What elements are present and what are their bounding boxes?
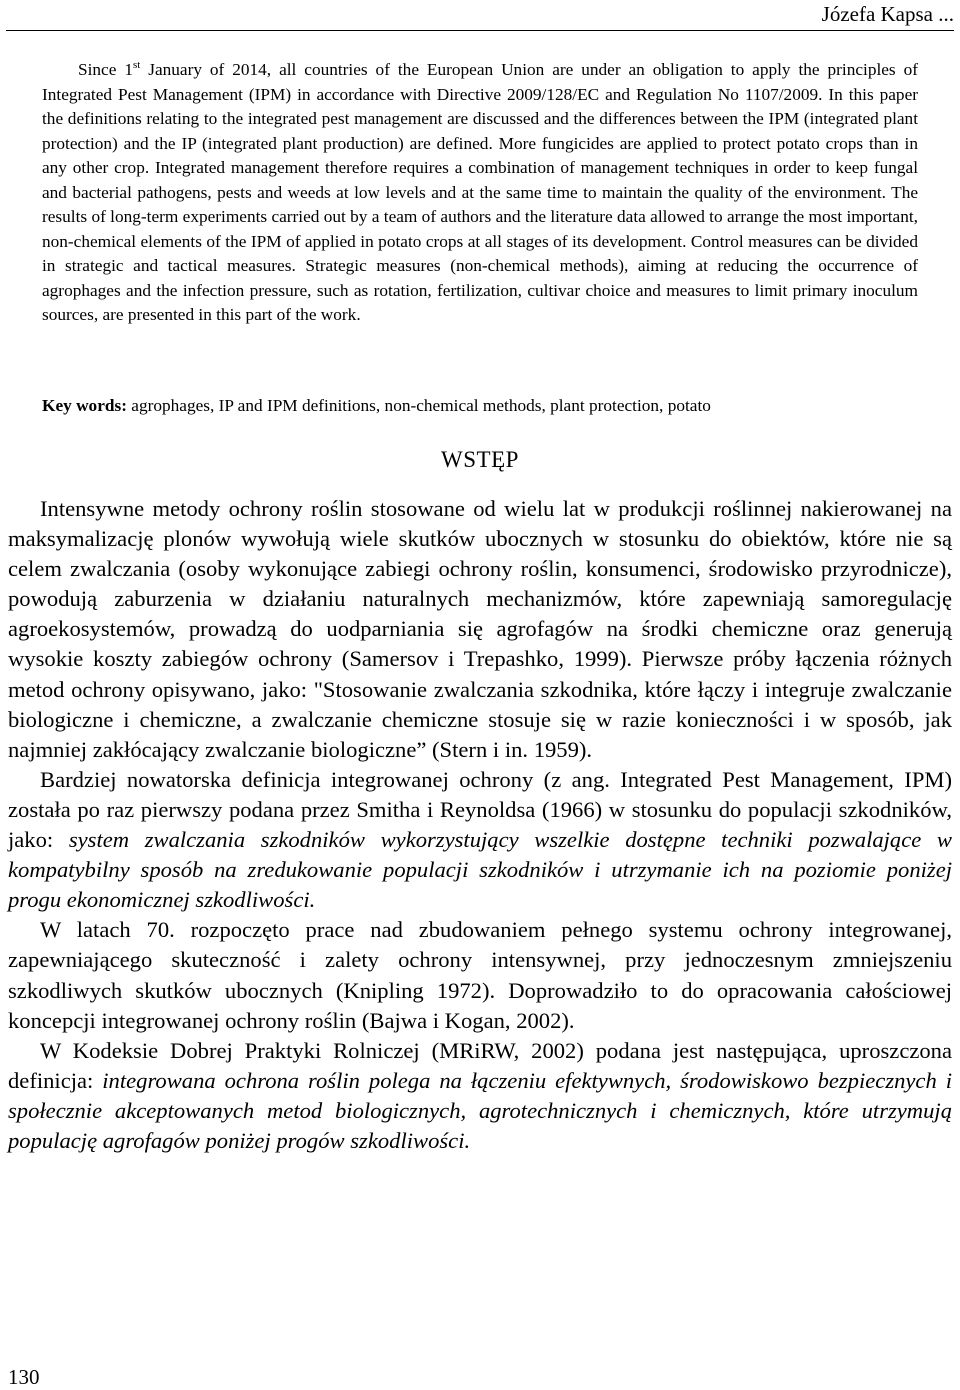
body-paragraph-4-text: W Kodeksie Dobrej Praktyki Rolniczej (MRiRW, 2002) podana jest następująca, uproszczona definicja: xyxy=(8,1037,952,1093)
running-head: Józefa Kapsa ... xyxy=(821,2,954,26)
body-paragraph-2-italic: system zwalczania szkodników wykorzystujący wszelkie dostępne techniki pozwalające w kompatybilny sposób na zredukowanie populacji szkodników i utrzymanie ich na poziomie poniżej progu ekonomicznej szkodliwości. xyxy=(8,827,952,913)
body-paragraph-4 xyxy=(8,1036,952,1156)
page-number: 130 xyxy=(8,1365,40,1389)
body-paragraph-3: W latach 70. rozpoczęto prace nad zbudowaniem pełnego systemu ochrony integrowanej, zapewniającego skuteczność i zalety ochrony intensywnej, przy jednoczesnym zmniejszeniu szkodliwych skutków ubocznych (Knipling 1972). Doprowadziło to do opracowania całościowej koncepcji integrowanej ochrony roślin (Bajwa i Kogan, 2002). xyxy=(8,917,952,1033)
keywords-text: agrophages, IP and IPM definitions, non-chemical methods, plant protection, potato xyxy=(126,396,711,415)
abstract-superscript: st xyxy=(132,59,141,72)
body-paragraph-4-italic: integrowana ochrona roślin polega na łączeniu efektywnych, środowiskowo bezpiecznych i społecznie akceptowanych metod biologicznych, agrotechnicznych i chemicznych, które utrzymują populację agrofagów poniżej progów szkodliwości. xyxy=(8,1067,952,1153)
section-title: WSTĘP xyxy=(441,447,519,472)
body-paragraph-2-text: Bardziej nowatorska definicja integrowanej ochrony (z ang. Integrated Pest Management, IPM) została po raz pierwszy podana przez Smitha i Reynoldsa (1966) w stosunku do populacji szkodników, jako: xyxy=(8,766,952,853)
keywords xyxy=(42,394,918,418)
body-text xyxy=(8,494,952,1156)
abstract-text: January of 2014, all countries of the European Union are under an obligation to apply the principles of Integrated Pest Management (IPM) in accordance with Directive 2009/128/EC and Regulation No 1107/2009. In this paper the definitions relating to the integrated pest management are discussed and the differences between the IPM (integrated plant protection) and the IP (integrated plant production) are defined. More fungicides are applied to protect potato crops than in any other crop. Integrated management therefore requires a combination of management techniques in order to keep fungal and bacterial pathogens, pests and weeds at low levels and at the same time to maintain the quality of the environment. The results of long-term experiments carried out by a team of authors and the literature data allowed to arrange the most important, non-chemical elements of the IPM of applied in potato crops at all stages of its development. Control measures can be divided in strategic and tactical measures. Strategic measures (non-chemical methods), aiming at reducing the occurrence of agrophages and the infection pressure, such as rotation, fertilization, cultivar choice and measures to limit primary inoculum sources, are presented in this part of the work. xyxy=(42,60,918,324)
abstract-since: Since 1 xyxy=(78,60,133,79)
body-paragraph-2 xyxy=(8,765,952,915)
keywords-label: Key words: xyxy=(42,396,127,415)
body-paragraph-1: Intensywne metody ochrony roślin stosowane od wielu lat w produkcji roślinnej nakierowanej na maksymalizację plonów wywołują wiele skutków ubocznych w stosunku do obiektów, które nie są celem zwalczania (osoby wykonujące zabiegi ochrony roślin, konsumenci, środowisko przyrodnicze), powodują zaburzenia w działaniu naturalnych mechanizmów, które zapewniają samoregulację agroekosystemów, prowadzą do uodparniania się agrofagów na środki chemiczne oraz generują wysokie koszty zabiegów ochrony (Samersov i Trepashko, 1999). Pierwsze próby łączenia różnych metod ochrony opisywano, jako: "Stosowanie zwalczania szkodnika, które łączy i integruje zwalczanie biologiczne i chemiczne, a zwalczanie chemiczne stosuje się w razie konieczności i w sposób, jak najmniej zakłócający zwalczanie biologiczne” (Stern i in. 1959). xyxy=(8,496,952,762)
header-rule xyxy=(6,30,954,31)
abstract xyxy=(42,58,918,328)
